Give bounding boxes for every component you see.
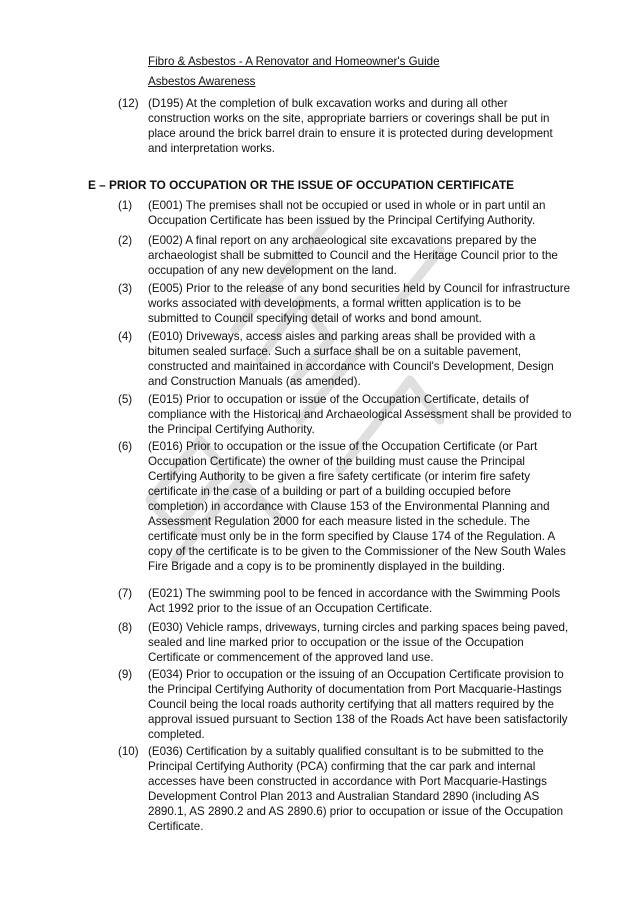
list-item <box>118 620 573 665</box>
item-text: (E015) Prior to occupation or issue of the Occupation Certificate, details of compliance with the Historical and Archaeological Assessment shall be provided to the Principal Certifying Authority. <box>148 393 572 436</box>
list-item <box>118 198 573 228</box>
item-number: (1) <box>118 199 133 212</box>
item-number: (12) <box>118 97 139 110</box>
list-item <box>118 281 573 326</box>
list-item <box>118 96 573 156</box>
item-text: (E001) The premises shall not be occupied or used in whole or in part until an Occupation Certificate has been issued by the Principal Certifying Authority. <box>148 199 546 227</box>
list-item <box>118 744 573 834</box>
list-item <box>118 586 573 616</box>
list-item <box>118 392 573 437</box>
item-text: (E002) A final report on any archaeological site excavations prepared by the archaeologist shall be submitted to Council and the Heritage Council prior to the occupation of any new development on the land. <box>148 234 558 277</box>
item-number: (6) <box>118 440 133 453</box>
item-number: (7) <box>118 587 133 600</box>
item-number: (8) <box>118 621 133 634</box>
list-item <box>118 667 573 742</box>
item-text: (E010) Driveways, access aisles and parking areas shall be provided with a bitumen sealed surface. Such a surface shall be on a suitable pavement, constructed and maintained in accordance with Council's Development, Design and Construction Manuals (as amended). <box>148 330 554 388</box>
item-text: (E021) The swimming pool to be fenced in accordance with the Swimming Pools Act 1992 prior to the issue of an Occupation Certificate. <box>148 587 561 615</box>
item-number: (3) <box>118 282 133 295</box>
item-number: (2) <box>118 234 133 247</box>
item-text: (E005) Prior to the release of any bond securities held by Council for infrastructure works associated with developments, a formal written application is to be submitted to Council specifying detail of works and bond amount. <box>148 282 571 325</box>
section-heading: E – PRIOR TO OCCUPATION OR THE ISSUE OF OCCUPATION CERTIFICATE <box>88 178 515 192</box>
item-number: (4) <box>118 330 133 343</box>
item-text: (E030) Vehicle ramps, driveways, turning circles and parking spaces being paved, sealed and line marked prior to occupation or the issue of the Occupation Certificate or commencement of the approved land use. <box>148 621 569 664</box>
asbestos-awareness-link[interactable]: Asbestos Awareness <box>148 75 256 88</box>
list-item <box>118 233 573 278</box>
item-number: (10) <box>118 745 139 758</box>
list-item <box>118 439 573 574</box>
item-number: (9) <box>118 668 133 681</box>
asbestos-guide-link[interactable]: Fibro & Asbestos - A Renovator and Homeowner's Guide <box>148 55 440 68</box>
item-text: (E034) Prior to occupation or the issuing of an Occupation Certificate provision to the Principal Certifying Authority of documentation from Port Macquarie-Hastings Council being the local roads authority certifying that all matters required by the approval issued pursuant to Section 138 of the Roads Act have been satisfactorily completed. <box>148 668 568 741</box>
item-text: (E036) Certification by a suitably qualified consultant is to be submitted to the Principal Certifying Authority (PCA) confirming that the car park and internal accesses have been constructed in accordance with Port Macquarie-Hastings Development Control Plan 2013 and Australian Standard 2890 (including AS 2890.1, AS 2890.2 and AS 2890.6) prior to occupation or issue of the Occupation Certificate. <box>148 745 564 833</box>
item-number: (5) <box>118 393 133 406</box>
item-text: (E016) Prior to occupation or the issue of the Occupation Certificate (or Part Occupation Certificate) the owner of the building must cause the Principal Certifying Authority to be given a fire safety certificate (or interim fire safety certificate in the case of a building or part of a building occupied before completion) in accordance with Clause 153 of the Environmental Planning and Assessment Regulation 2000 for each measure listed in the schedule. The certificate must only be in the form specified by Clause 174 of the Regulation. A copy of the certificate is to be given to the Commissioner of the New South Wales Fire Brigade and a copy is to be prominently displayed in the building. <box>148 440 566 573</box>
list-item <box>118 329 573 389</box>
item-text: (D195) At the completion of bulk excavation works and during all other construction works on the site, appropriate barriers or coverings shall be put in place around the brick barrel drain to ensure it is protected during development and interpretation works. <box>148 97 553 155</box>
